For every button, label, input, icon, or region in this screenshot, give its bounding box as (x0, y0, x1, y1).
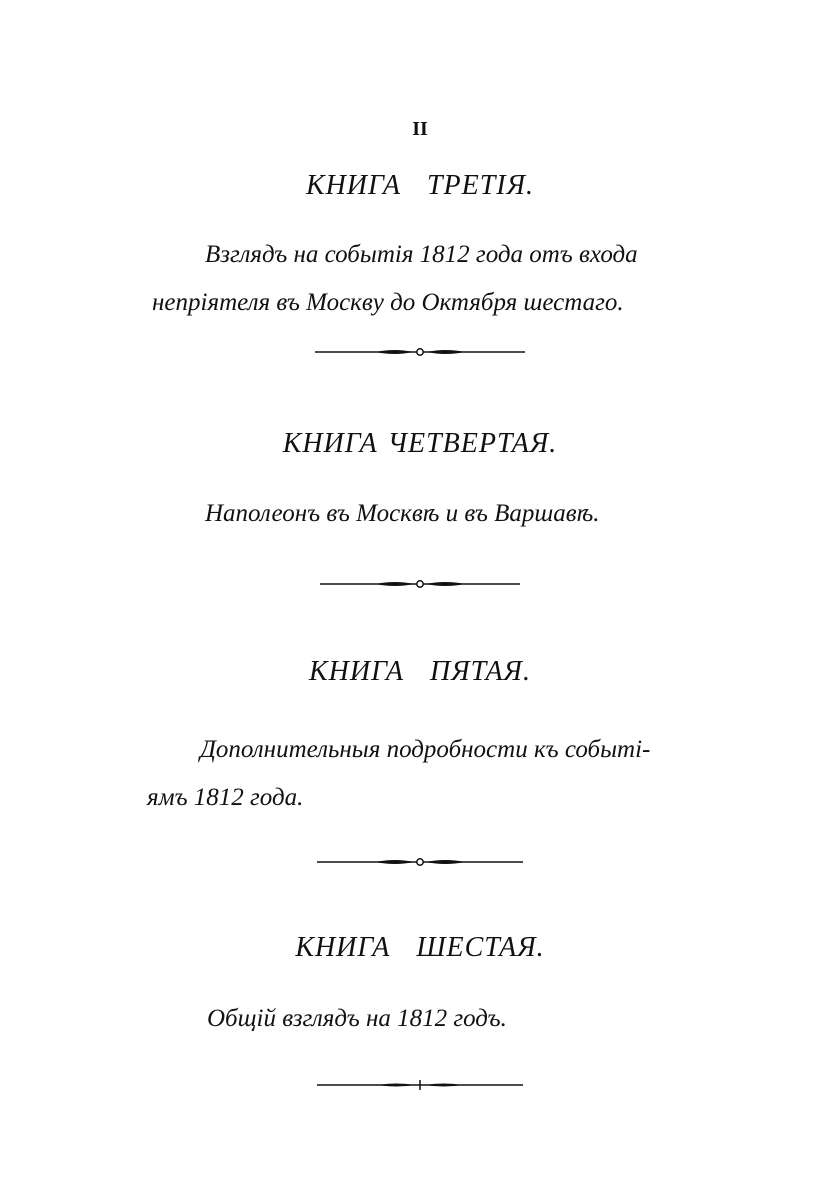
book-four-summary (205, 490, 600, 538)
ornament-divider (0, 344, 840, 360)
book-six-summary (207, 995, 507, 1043)
ornament-divider (0, 576, 840, 592)
book-three-summary-line-1: Взглядъ на событія 1812 года отъ входа (205, 241, 638, 268)
book-three-title-word2: ТРЕТІЯ. (426, 170, 535, 201)
book-six-summary-line-1: Общій взглядъ на 1812 годъ. (207, 1005, 507, 1032)
book-three-title-word1: КНИГА (305, 170, 401, 201)
page-number: II (412, 118, 428, 140)
book-five-summary-line-2: ямъ 1812 года. (147, 784, 304, 811)
book-six-title-word1: КНИГА (295, 932, 391, 963)
book-six-title-word2: ШЕСТАЯ. (416, 932, 545, 963)
book-three-summary-line-2: непріятеля въ Москву до Октября шестаго. (152, 289, 624, 316)
book-three-title (0, 170, 840, 202)
book-five-title (0, 656, 840, 688)
book-five-summary (147, 726, 651, 822)
book-three-summary (152, 231, 638, 327)
book-four-title-word1: КНИГА (282, 428, 378, 459)
book-four-summary-line-1: Наполеонъ въ Москвѣ и въ Варшавѣ. (205, 500, 600, 527)
book-five-summary-line-1: Дополнительныя подробности къ событі- (200, 736, 651, 763)
book-five-title-word1: КНИГА (309, 656, 405, 687)
book-four-title (0, 428, 840, 460)
ornament-divider (0, 854, 840, 870)
book-four-title-word2: ЧЕТВЕРТАЯ. (387, 428, 558, 459)
book-six-title (0, 932, 840, 964)
ornament-divider (0, 1077, 840, 1093)
book-five-title-word2: ПЯТАЯ. (430, 656, 531, 687)
